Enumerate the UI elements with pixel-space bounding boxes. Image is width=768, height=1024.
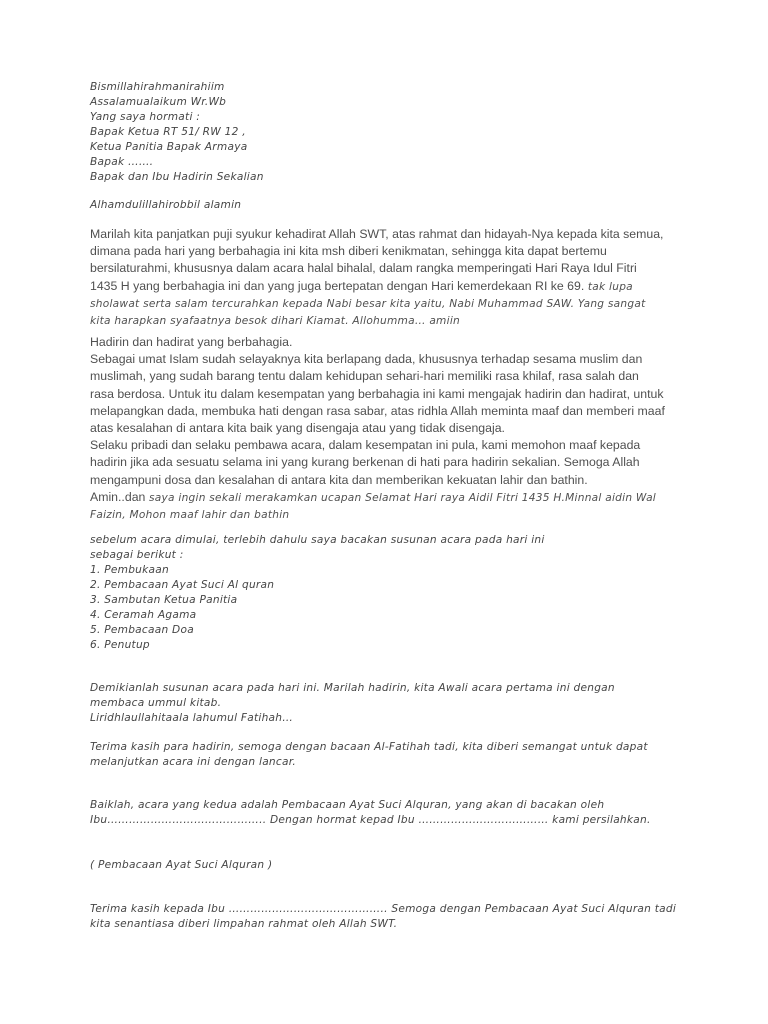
opening-line: [90, 278, 690, 296]
amin-italic: saya ingin sekali merakamkan ucapan Selamat Hari raya Aidil Fitri 1435 H.Minnal aidin Wal: [145, 491, 656, 504]
opening-paragraph: [90, 226, 690, 330]
opening-line-regular: 1435 H yang berbahagia ini dan yang juga bertepatan dengan Hari kemerdekaan RI ke 69.: [90, 278, 585, 293]
apology-line: Selaku pribadi dan selaku pembawa acara, dalam kesempatan ini pula, kami memohon maaf kepada: [90, 438, 641, 453]
closing-line: kita senantiasa diberi limpahan rahmat oleh Allah SWT.: [90, 918, 398, 930]
opening-line: dimana pada hari yang berbahagia ini kita msh diberi kenikmatan, sehingga kita dapat bertemu: [90, 244, 607, 259]
opening-line: bersilaturahmi, khususnya dalam acara halal bihalal, dalam rangka memperingati Hari Raya Idul Fitri: [90, 261, 637, 276]
quran-note-text: ( Pembacaan Ayat Suci Alquran ): [90, 859, 273, 871]
fatihah-line: Demikianlah susunan acara pada hari ini. Marilah hadirin, kita Awali acara pertama ini dengan: [90, 682, 615, 694]
second-agenda-paragraph: [90, 798, 690, 828]
greeting-line: Bismillahirahmanirahiim: [90, 81, 225, 93]
apology-line: hadirin jika ada sesuatu selama ini yang kurang berkenan di hati para hadirin sekalian. Semoga Allah: [90, 455, 640, 470]
opening-line-italic: tak lupa: [584, 280, 633, 293]
apology-line: rasa berdosa. Untuk itu dalam kesempatan yang berbahagia ini kami mengajak hadirin dan hadirat, untuk: [90, 386, 664, 401]
closing-line: Terima kasih kepada Ibu …………………………………….. Semoga dengan Pembacaan Ayat Suci Alquran tadi: [90, 903, 677, 915]
apology-line: Faizin, Mohon maaf lahir dan bathin: [90, 509, 290, 522]
apology-paragraph: [90, 334, 690, 524]
agenda-item: 1. Pembukaan: [90, 564, 169, 576]
alhamdulillah-text: Alhamdulillahirobbil alamin: [90, 199, 242, 211]
agenda-item: 5. Pembacaan Doa: [90, 624, 194, 636]
thanks-line: melanjutkan acara ini dengan lancar.: [90, 756, 296, 768]
apology-line: atas kesalahan di antara kita baik yang disengaja atau yang tidak disengaja.: [90, 421, 505, 436]
apology-line: [90, 489, 690, 507]
greeting-line: Bapak Ketua RT 51/ RW 12 ,: [90, 126, 246, 138]
second-line: Baiklah, acara yang kedua adalah Pembacaan Ayat Suci Alquran, yang akan di bacakan oleh: [90, 799, 605, 811]
opening-line: Marilah kita panjatkan puji syukur kehadirat Allah SWT, atas rahmat dan hidayah-Nya kepada kita semua,: [90, 227, 664, 241]
greeting-line: Yang saya hormati :: [90, 111, 201, 123]
fatihah-line: Liridhlaullahitaala lahumul Fatihah…: [90, 712, 294, 724]
amin-regular: Amin..dan: [90, 489, 146, 504]
thanks-paragraph: [90, 740, 690, 770]
quran-note: [90, 858, 690, 873]
agenda-item: 3. Sambutan Ketua Panitia: [90, 594, 238, 606]
closing-paragraph: [90, 902, 690, 932]
greeting-line: Ketua Panitia Bapak Armaya: [90, 141, 248, 153]
apology-line: Hadirin dan hadirat yang berbahagia.: [90, 335, 293, 349]
agenda-block: [90, 533, 690, 653]
agenda-item: 4. Ceramah Agama: [90, 609, 197, 621]
agenda-item: 2. Pembacaan Ayat Suci Al quran: [90, 579, 275, 591]
opening-line: kita harapkan syafaatnya besok dihari Kiamat. Allohumma… amiin: [90, 315, 460, 328]
greeting-line: Bapak dan Ibu Hadirin Sekalian: [90, 171, 264, 183]
greeting-line: Assalamualaikum Wr.Wb: [90, 96, 227, 108]
apology-line: melapangkan dada, membuka hati dengan rasa sabar, atas ridhla Allah meminta maaf dan memberi maaf: [90, 403, 665, 418]
fatihah-line: membaca ummul kitab.: [90, 697, 222, 709]
apology-line: muslimah, yang sudah barang tentu dalam kehidupan sehari-hari memiliki rasa khilaf, rasa salah dan: [90, 369, 639, 384]
alhamdulillah-line: [90, 198, 690, 213]
second-line: Ibu…………………………………….. Dengan hormat kepad Ibu ……………………………… kami persilahkan.: [90, 814, 651, 826]
agenda-intro: sebelum acara dimulai, terlebih dahulu saya bacakan susunan acara pada hari ini: [90, 534, 545, 546]
apology-line: Sebagai umat Islam sudah selayaknya kita berlapang dada, khususnya terhadap sesama muslim dan: [90, 352, 643, 367]
greeting-block: [90, 80, 690, 185]
agenda-intro: sebagai berikut :: [90, 549, 184, 561]
apology-line: mengampuni dosa dan kesalahan di antara kita dan memberikan kekuatan lahir dan bathin.: [90, 472, 588, 487]
agenda-item: 6. Penutup: [90, 639, 150, 651]
fatihah-paragraph: [90, 681, 690, 726]
opening-line: sholawat serta salam tercurahkan kepada Nabi besar kita yaitu, Nabi Muhammad SAW. Yang sangat: [90, 297, 646, 310]
greeting-line: Bapak …….: [90, 156, 154, 168]
thanks-line: Terima kasih para hadirin, semoga dengan bacaan Al-Fatihah tadi, kita diberi semangat untuk dapat: [90, 741, 648, 753]
